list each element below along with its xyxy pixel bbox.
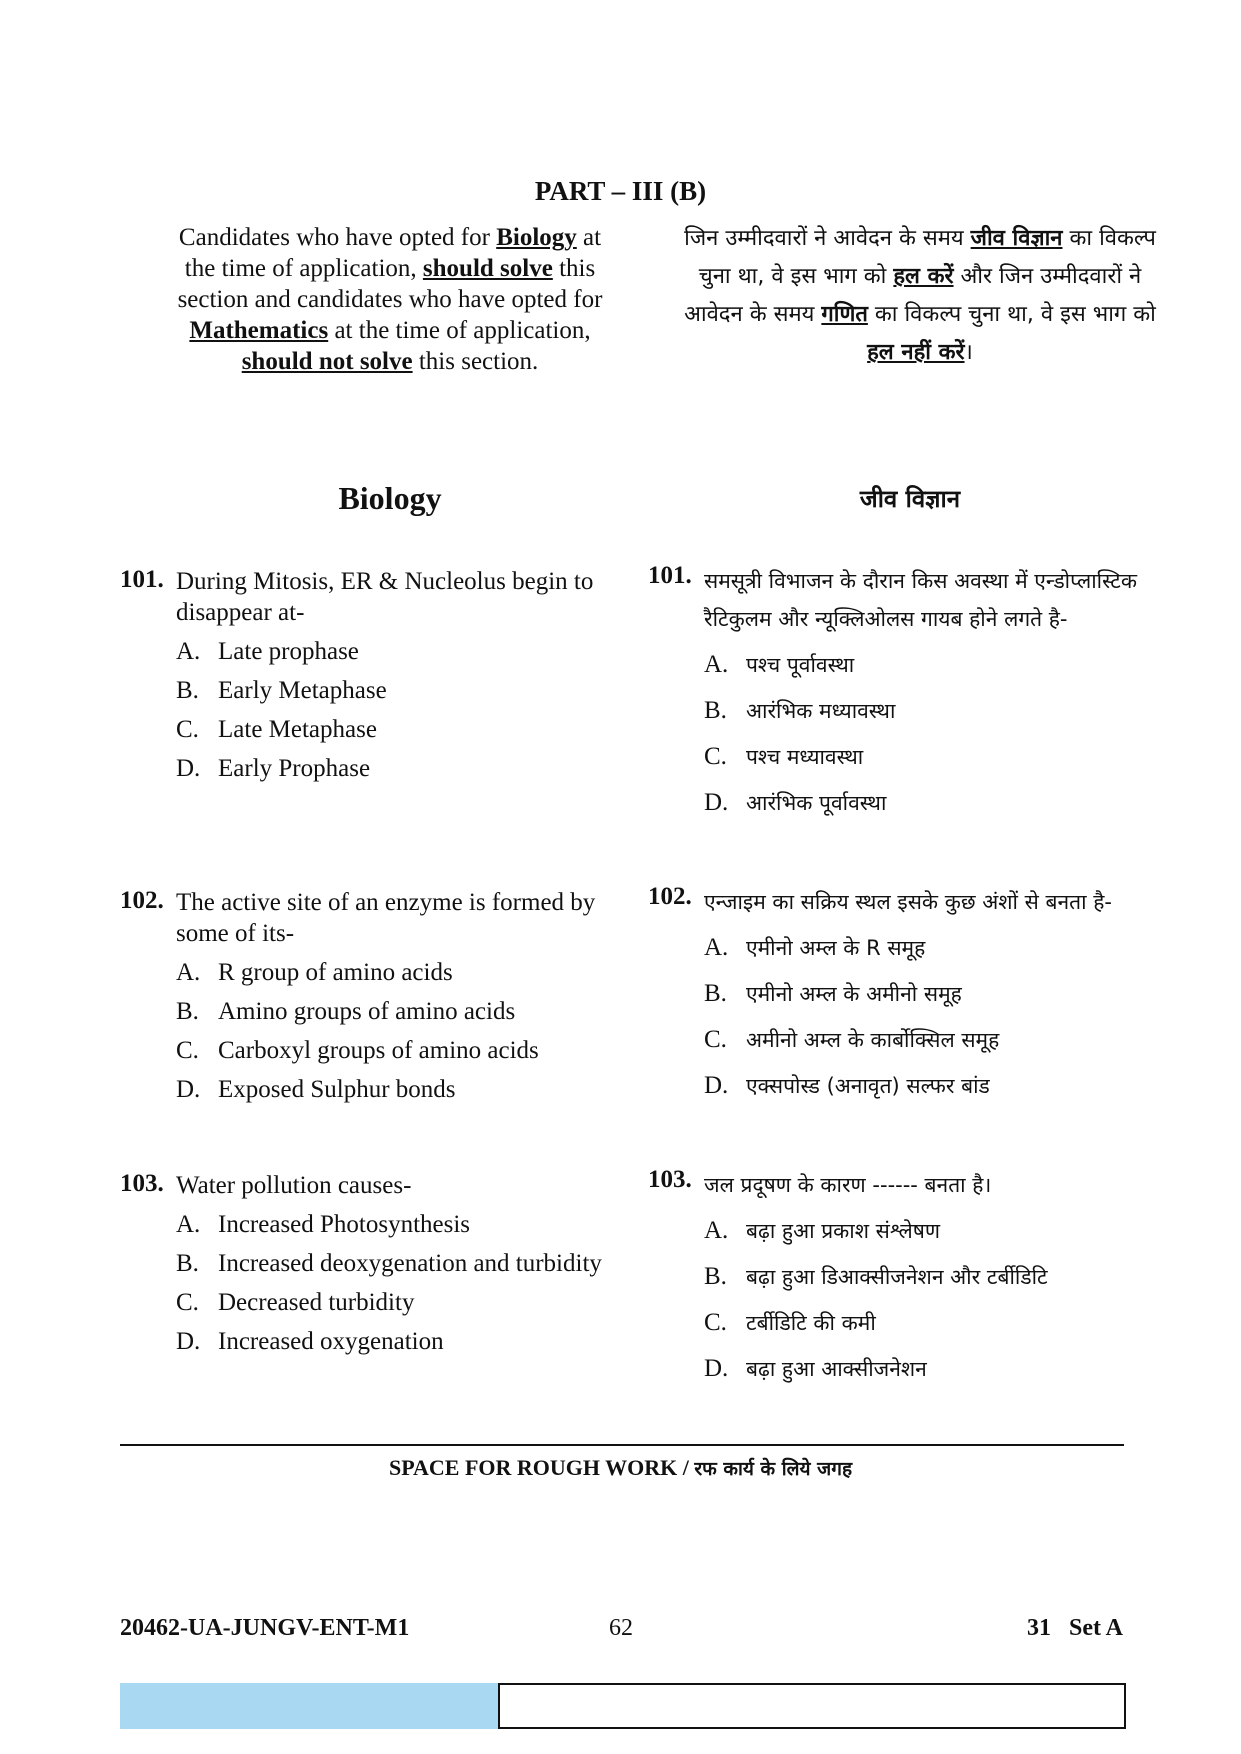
question-text: During Mitosis, ER & Nucleolus begin to disappear at-	[176, 568, 594, 626]
question-102-english	[120, 887, 610, 1105]
question-number: 101.	[120, 566, 164, 593]
option-d: D. एक्सपोस्ड (अनावृत) सल्फर बांड	[704, 1072, 990, 1099]
footer-set: 31 Set A	[1027, 1615, 1123, 1641]
question-101-english	[120, 566, 610, 784]
option-b: B. Early Metaphase	[176, 677, 387, 704]
option-d: D. Increased oxygenation	[176, 1328, 444, 1355]
emphasis-biology: Biology	[496, 224, 577, 251]
option-a: A. R group of amino acids	[176, 959, 453, 986]
option-c: C. टर्बीडिटि की कमी	[704, 1309, 876, 1336]
option-a: A. एमीनो अम्ल के R समूह	[704, 934, 926, 961]
option-d: D. Exposed Sulphur bonds	[176, 1076, 456, 1103]
emphasis-not-solve-hi: हल नहीं करें	[867, 340, 965, 365]
footer-code: 20462-UA-JUNGV-ENT-M1	[120, 1615, 410, 1641]
question-text: समसूत्री विभाजन के दौरान किस अवस्था में एन्डोप्लास्टिक रैटिकुलम और न्यूक्लिओलस गायब होने लगते है-	[704, 569, 1137, 631]
divider-line	[120, 1444, 1124, 1446]
emphasis-mathematics: Mathematics	[189, 317, 329, 344]
question-number: 103.	[648, 1166, 692, 1193]
question-103-english	[120, 1170, 610, 1357]
option-a: A. Late prophase	[176, 638, 359, 665]
instructions-english: Candidates who have opted for Biology at the time of application, should solve this section and candidates who have opted for Mathematics at the time of application, should not solve this section.	[177, 224, 603, 375]
section-title-hindi: जीव विज्ञान	[859, 485, 961, 513]
page-number: 62	[609, 1615, 633, 1641]
question-number: 102.	[120, 887, 164, 914]
option-c: C. Carboxyl groups of amino acids	[176, 1037, 539, 1064]
option-b: B. आरंभिक मध्यावस्था	[704, 697, 896, 724]
option-a: A. Increased Photosynthesis	[176, 1211, 471, 1238]
emphasis-mathematics-hi: गणित	[821, 302, 868, 327]
question-101-hindi	[648, 562, 1168, 822]
question-number: 102.	[648, 883, 692, 910]
option-c: C. Decreased turbidity	[176, 1289, 415, 1316]
question-103-hindi	[648, 1166, 1168, 1388]
instructions-hindi: जिन उम्मीदवारों ने आवेदन के समय जीव विज्ञान का विकल्प चुना था, वे इस भाग को हल करें और जिन उम्मीदवारों ने आवेदन के समय गणित का विकल्प चुना था, वे इस भाग को हल नहीं करें।	[684, 226, 1156, 365]
option-b: B. बढ़ा हुआ डिआक्सीजनेशन और टर्बीडिटि	[704, 1263, 1048, 1290]
question-text: Water pollution causes-	[176, 1172, 412, 1199]
emphasis-biology-hi: जीव विज्ञान	[970, 226, 1063, 251]
option-c: C. अमीनो अम्ल के कार्बोक्सिल समूह	[704, 1026, 1000, 1053]
rough-work-label: SPACE FOR ROUGH WORK / रफ कार्य के लिये जगह	[388, 1455, 853, 1480]
footer-blue-bar	[120, 1683, 498, 1729]
section-title-english: Biology	[338, 480, 442, 516]
emphasis-solve-hi: हल करें	[893, 264, 954, 289]
question-text: The active site of an enzyme is formed by some of its-	[176, 889, 596, 947]
option-b: B. Amino groups of amino acids	[176, 998, 516, 1025]
emphasis-should-solve: should solve	[422, 255, 553, 282]
question-number: 101.	[648, 562, 692, 589]
option-d: D. आरंभिक पूर्वावस्था	[704, 789, 887, 816]
question-text: एन्जाइम का सक्रिय स्थल इसके कुछ अंशों से बनता है-	[704, 890, 1112, 914]
option-d: D. Early Prophase	[176, 755, 371, 782]
option-a: A. पश्च पूर्वावस्था	[704, 651, 855, 678]
option-c: C. Late Metaphase	[176, 716, 377, 743]
option-a: A. बढ़ा हुआ प्रकाश संश्लेषण	[704, 1217, 941, 1244]
footer-empty-box	[498, 1683, 1126, 1729]
emphasis-should-not-solve: should not solve	[241, 348, 413, 375]
option-c: C. पश्च मध्यावस्था	[704, 743, 864, 770]
question-number: 103.	[120, 1170, 164, 1197]
part-title: PART – III (B)	[534, 176, 707, 206]
question-text: जल प्रदूषण के कारण ------ बनता है।	[704, 1173, 992, 1197]
question-102-hindi	[648, 883, 1168, 1105]
option-d: D. बढ़ा हुआ आक्सीजनेशन	[704, 1355, 927, 1382]
option-b: B. Increased deoxygenation and turbidity	[176, 1250, 602, 1277]
option-b: B. एमीनो अम्ल के अमीनो समूह	[704, 980, 962, 1007]
